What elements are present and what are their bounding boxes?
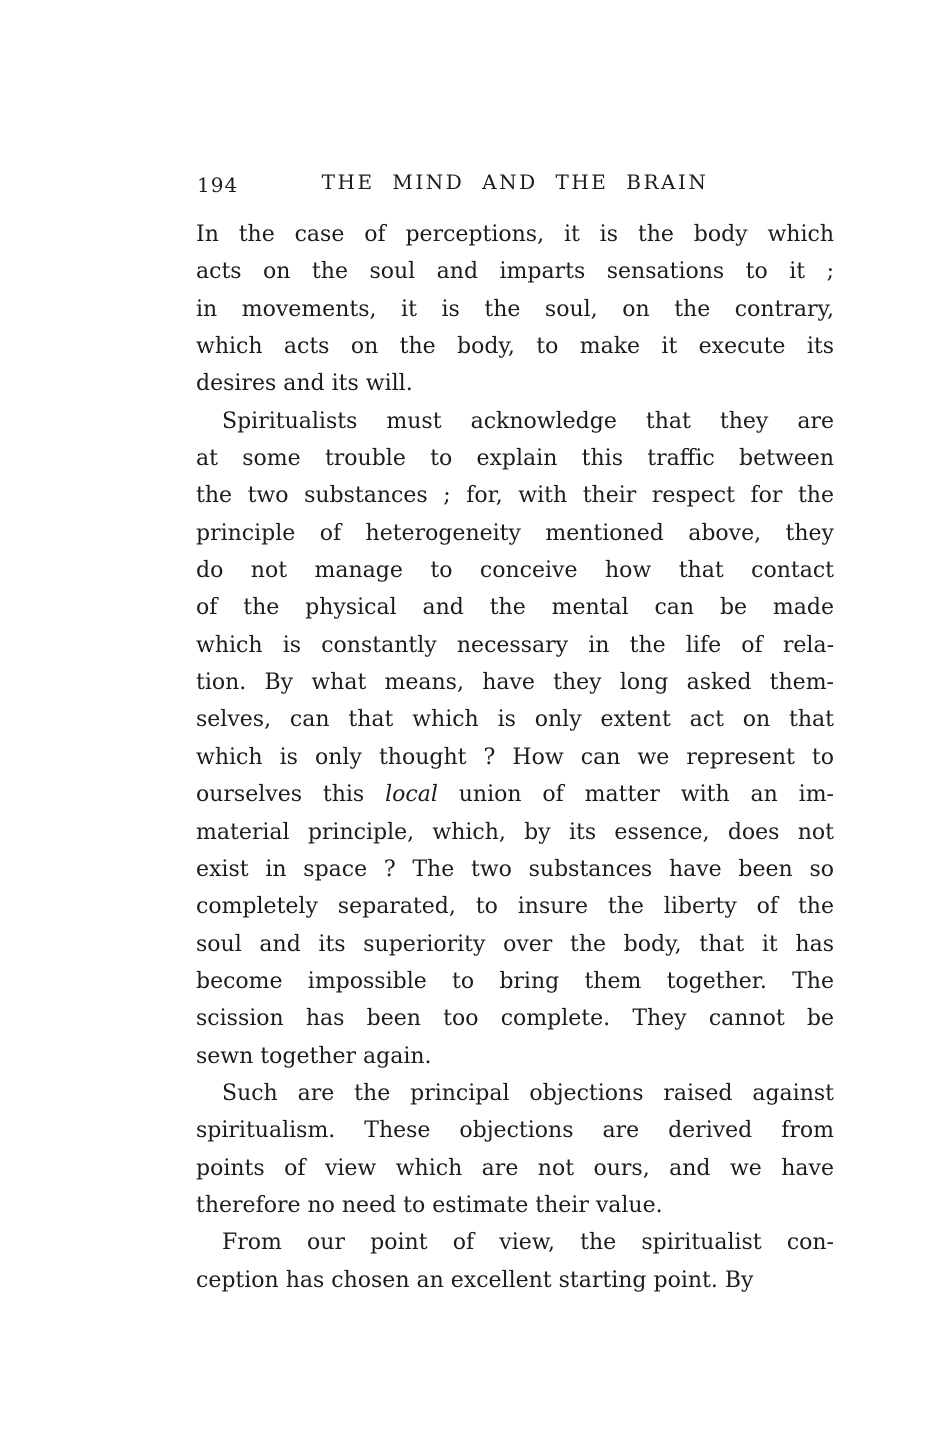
- text-line: which is constantly necessary in the life of rela-: [196, 632, 834, 658]
- text-line: From our point of view, the spiritualist con-: [222, 1230, 834, 1256]
- text-line: do not manage to conceive how that contact: [196, 558, 834, 584]
- text-line: which is only thought ? How can we represent to: [196, 744, 834, 770]
- text-line: scission has been too complete. They cannot be: [196, 1006, 834, 1032]
- page-container: [196, 170, 834, 1299]
- text-line: of the physical and the mental can be made: [196, 595, 834, 621]
- text-line: Such are the principal objections raised against: [222, 1080, 834, 1106]
- page-header: [196, 170, 834, 200]
- text-line: in movements, it is the soul, on the contrary,: [196, 296, 834, 322]
- text-line: exist in space ? The two substances have been so: [196, 856, 834, 882]
- text-line: desires and its will.: [196, 371, 413, 397]
- text-line: sewn together again.: [196, 1043, 432, 1069]
- text-block: [196, 216, 834, 1299]
- text-line: acts on the soul and imparts sensations to it ;: [196, 259, 834, 285]
- text-line: the two substances ; for, with their respect for the: [196, 483, 834, 509]
- text-line: spiritualism. These objections are derived from: [196, 1118, 834, 1144]
- text-line: principle of heterogeneity mentioned above, they: [196, 520, 834, 546]
- text-line: tion. By what means, have they long asked them-: [196, 670, 834, 696]
- text-line: points of view which are not ours, and we have: [196, 1155, 834, 1181]
- text-line: ourselves this local union of matter with an im-: [196, 782, 834, 808]
- text-line: soul and its superiority over the body, that it has: [196, 931, 834, 957]
- text-line: which acts on the body, to make it execute its: [196, 334, 834, 360]
- text-line: In the case of perceptions, it is the body which: [196, 222, 834, 247]
- text-line: therefore no need to estimate their value.: [196, 1192, 663, 1218]
- text-line: ception has chosen an excellent starting point. By: [196, 1267, 754, 1293]
- page-number: 194: [197, 173, 239, 197]
- text-line: at some trouble to explain this traffic between: [196, 446, 834, 472]
- text-line: selves, can that which is only extent act on that: [196, 707, 834, 733]
- running-title: THE MIND AND THE BRAIN: [321, 170, 709, 194]
- text-line: completely separated, to insure the liberty of the: [196, 894, 834, 920]
- text-line: material principle, which, by its essence, does not: [196, 819, 834, 845]
- text-line: become impossible to bring them together. The: [196, 968, 834, 994]
- text-line: Spiritualists must acknowledge that they are: [222, 408, 834, 434]
